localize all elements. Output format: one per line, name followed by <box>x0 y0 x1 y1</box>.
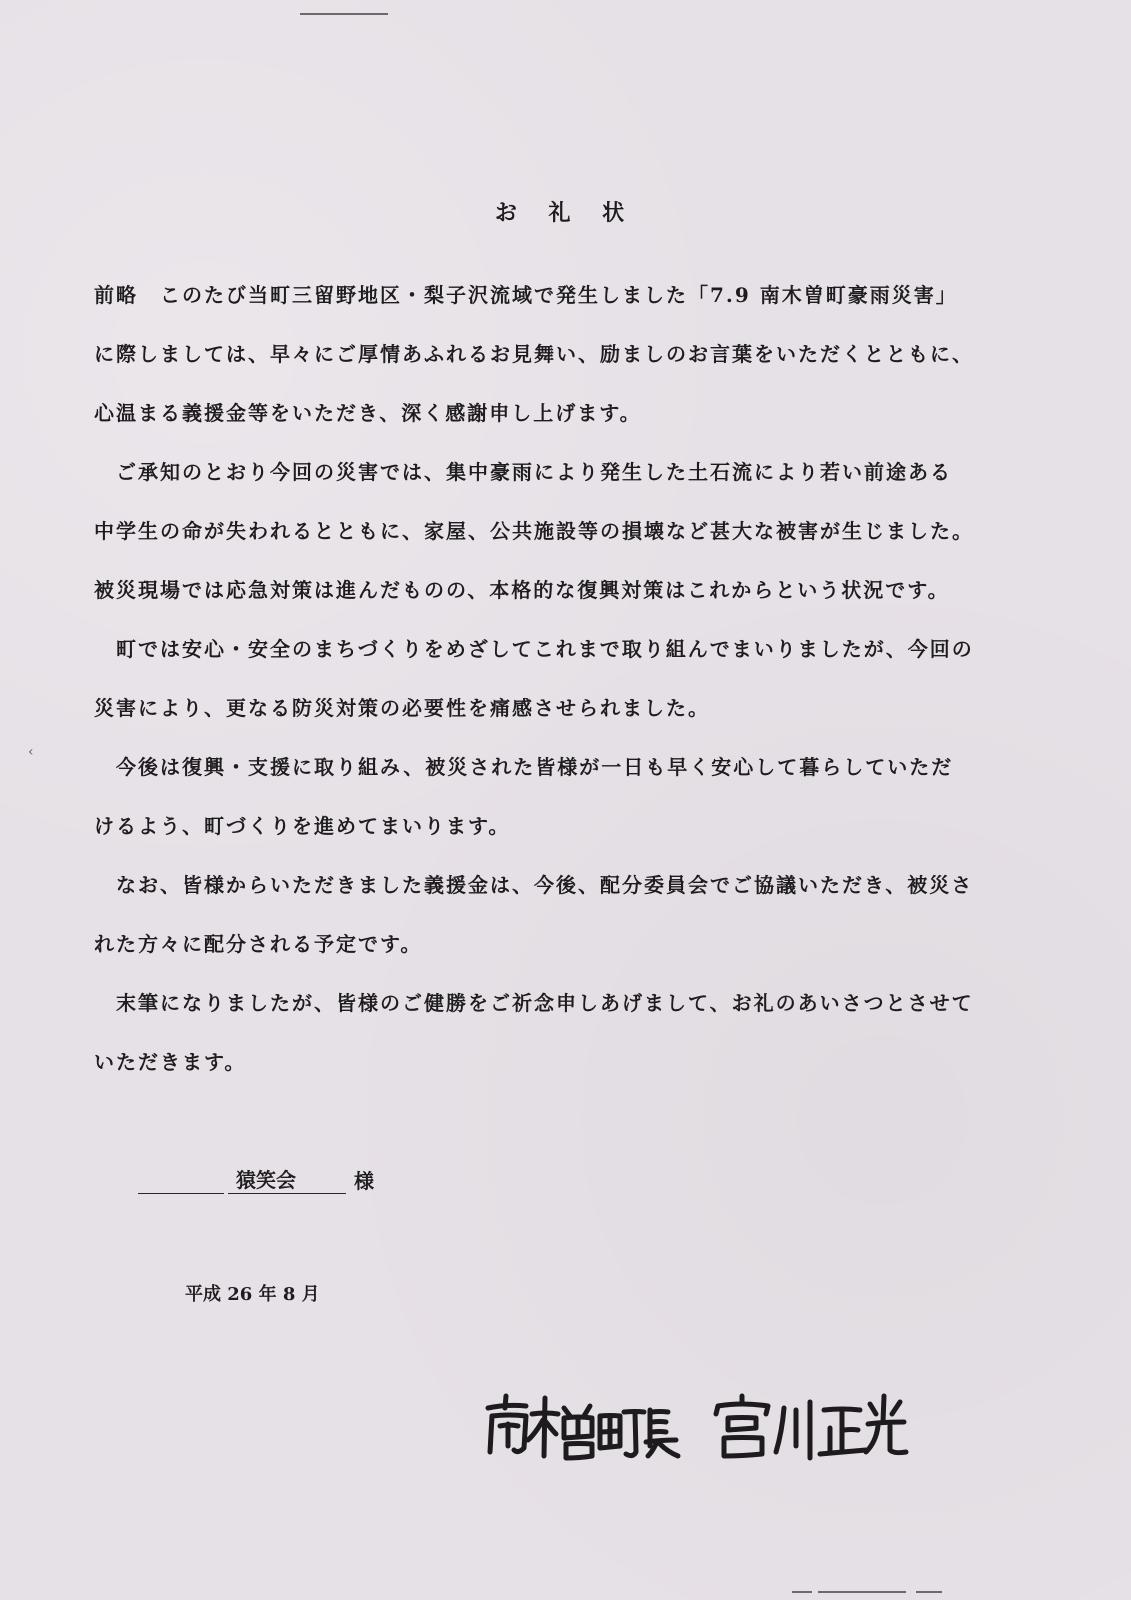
body-line: 前略 このたび当町三留野地区・梨子沢流域で発生しました「7.9 南木曽町豪雨災害」 <box>94 283 958 307</box>
body-line: ご承知のとおり今回の災害では、集中豪雨により発生した土石流により若い前途ある <box>94 460 952 484</box>
recipient-line <box>138 1164 374 1194</box>
underline-left <box>138 1193 224 1194</box>
body-line: けるよう、町づくりを進めてまいります。 <box>94 814 511 838</box>
body-line: 被災現場では応急対策は進んだものの、本格的な復興対策はこれからという状況です。 <box>94 578 950 602</box>
paragraph <box>94 974 999 1092</box>
body-line: 末筆になりましたが、皆様のご健勝をご祈念申しあげまして、お礼のあいさつとさせて <box>94 991 974 1015</box>
body-line: 中学生の命が失われるとともに、家屋、公共施設等の損壊など甚大な被害が生じました。 <box>94 519 974 543</box>
paragraph <box>94 443 999 620</box>
body-line: に際しましては、早々にご厚情あふれるお見舞い、励ましのお言葉をいただくとともに、 <box>94 342 974 366</box>
body-line: 今後は復興・支援に取り組み、被災された皆様が一日も早く安心して暮らしていただ <box>94 755 954 779</box>
top-rule-divider <box>300 13 388 15</box>
bottom-rule-divider <box>818 1591 906 1593</box>
recipient-name: 猿笑会 <box>228 1164 304 1194</box>
letter-date: 平成 26 年 8 月 <box>185 1284 320 1305</box>
recipient-honorific: 様 <box>354 1169 374 1193</box>
body-line: いただきます。 <box>94 1050 247 1074</box>
paragraph <box>94 266 999 443</box>
body-line: れた方々に配分される予定です。 <box>94 932 423 956</box>
paragraph <box>94 620 999 738</box>
handwritten-signature <box>480 1388 910 1468</box>
body-line: 町では安心・安全のまちづくりをめざしてこれまで取り組んでまいりましたが、今回の <box>94 637 974 661</box>
letter-title: お 礼 状 <box>494 200 637 226</box>
body-line: 災害により、更なる防災対策の必要性を痛感させられました。 <box>94 696 710 720</box>
letter-body <box>94 266 999 1092</box>
underline-right <box>304 1193 346 1194</box>
paragraph <box>94 856 999 974</box>
paragraph <box>94 738 999 856</box>
signature-icon <box>480 1388 910 1468</box>
margin-mark: ‹ <box>28 744 34 760</box>
body-line: 心温まる義援金等をいただき、深く感謝申し上げます。 <box>94 401 642 425</box>
bottom-rule-divider <box>916 1591 942 1593</box>
body-line: なお、皆様からいただきました義援金は、今後、配分委員会でご協議いただき、被災さ <box>94 873 974 897</box>
bottom-rule-divider <box>792 1591 812 1593</box>
